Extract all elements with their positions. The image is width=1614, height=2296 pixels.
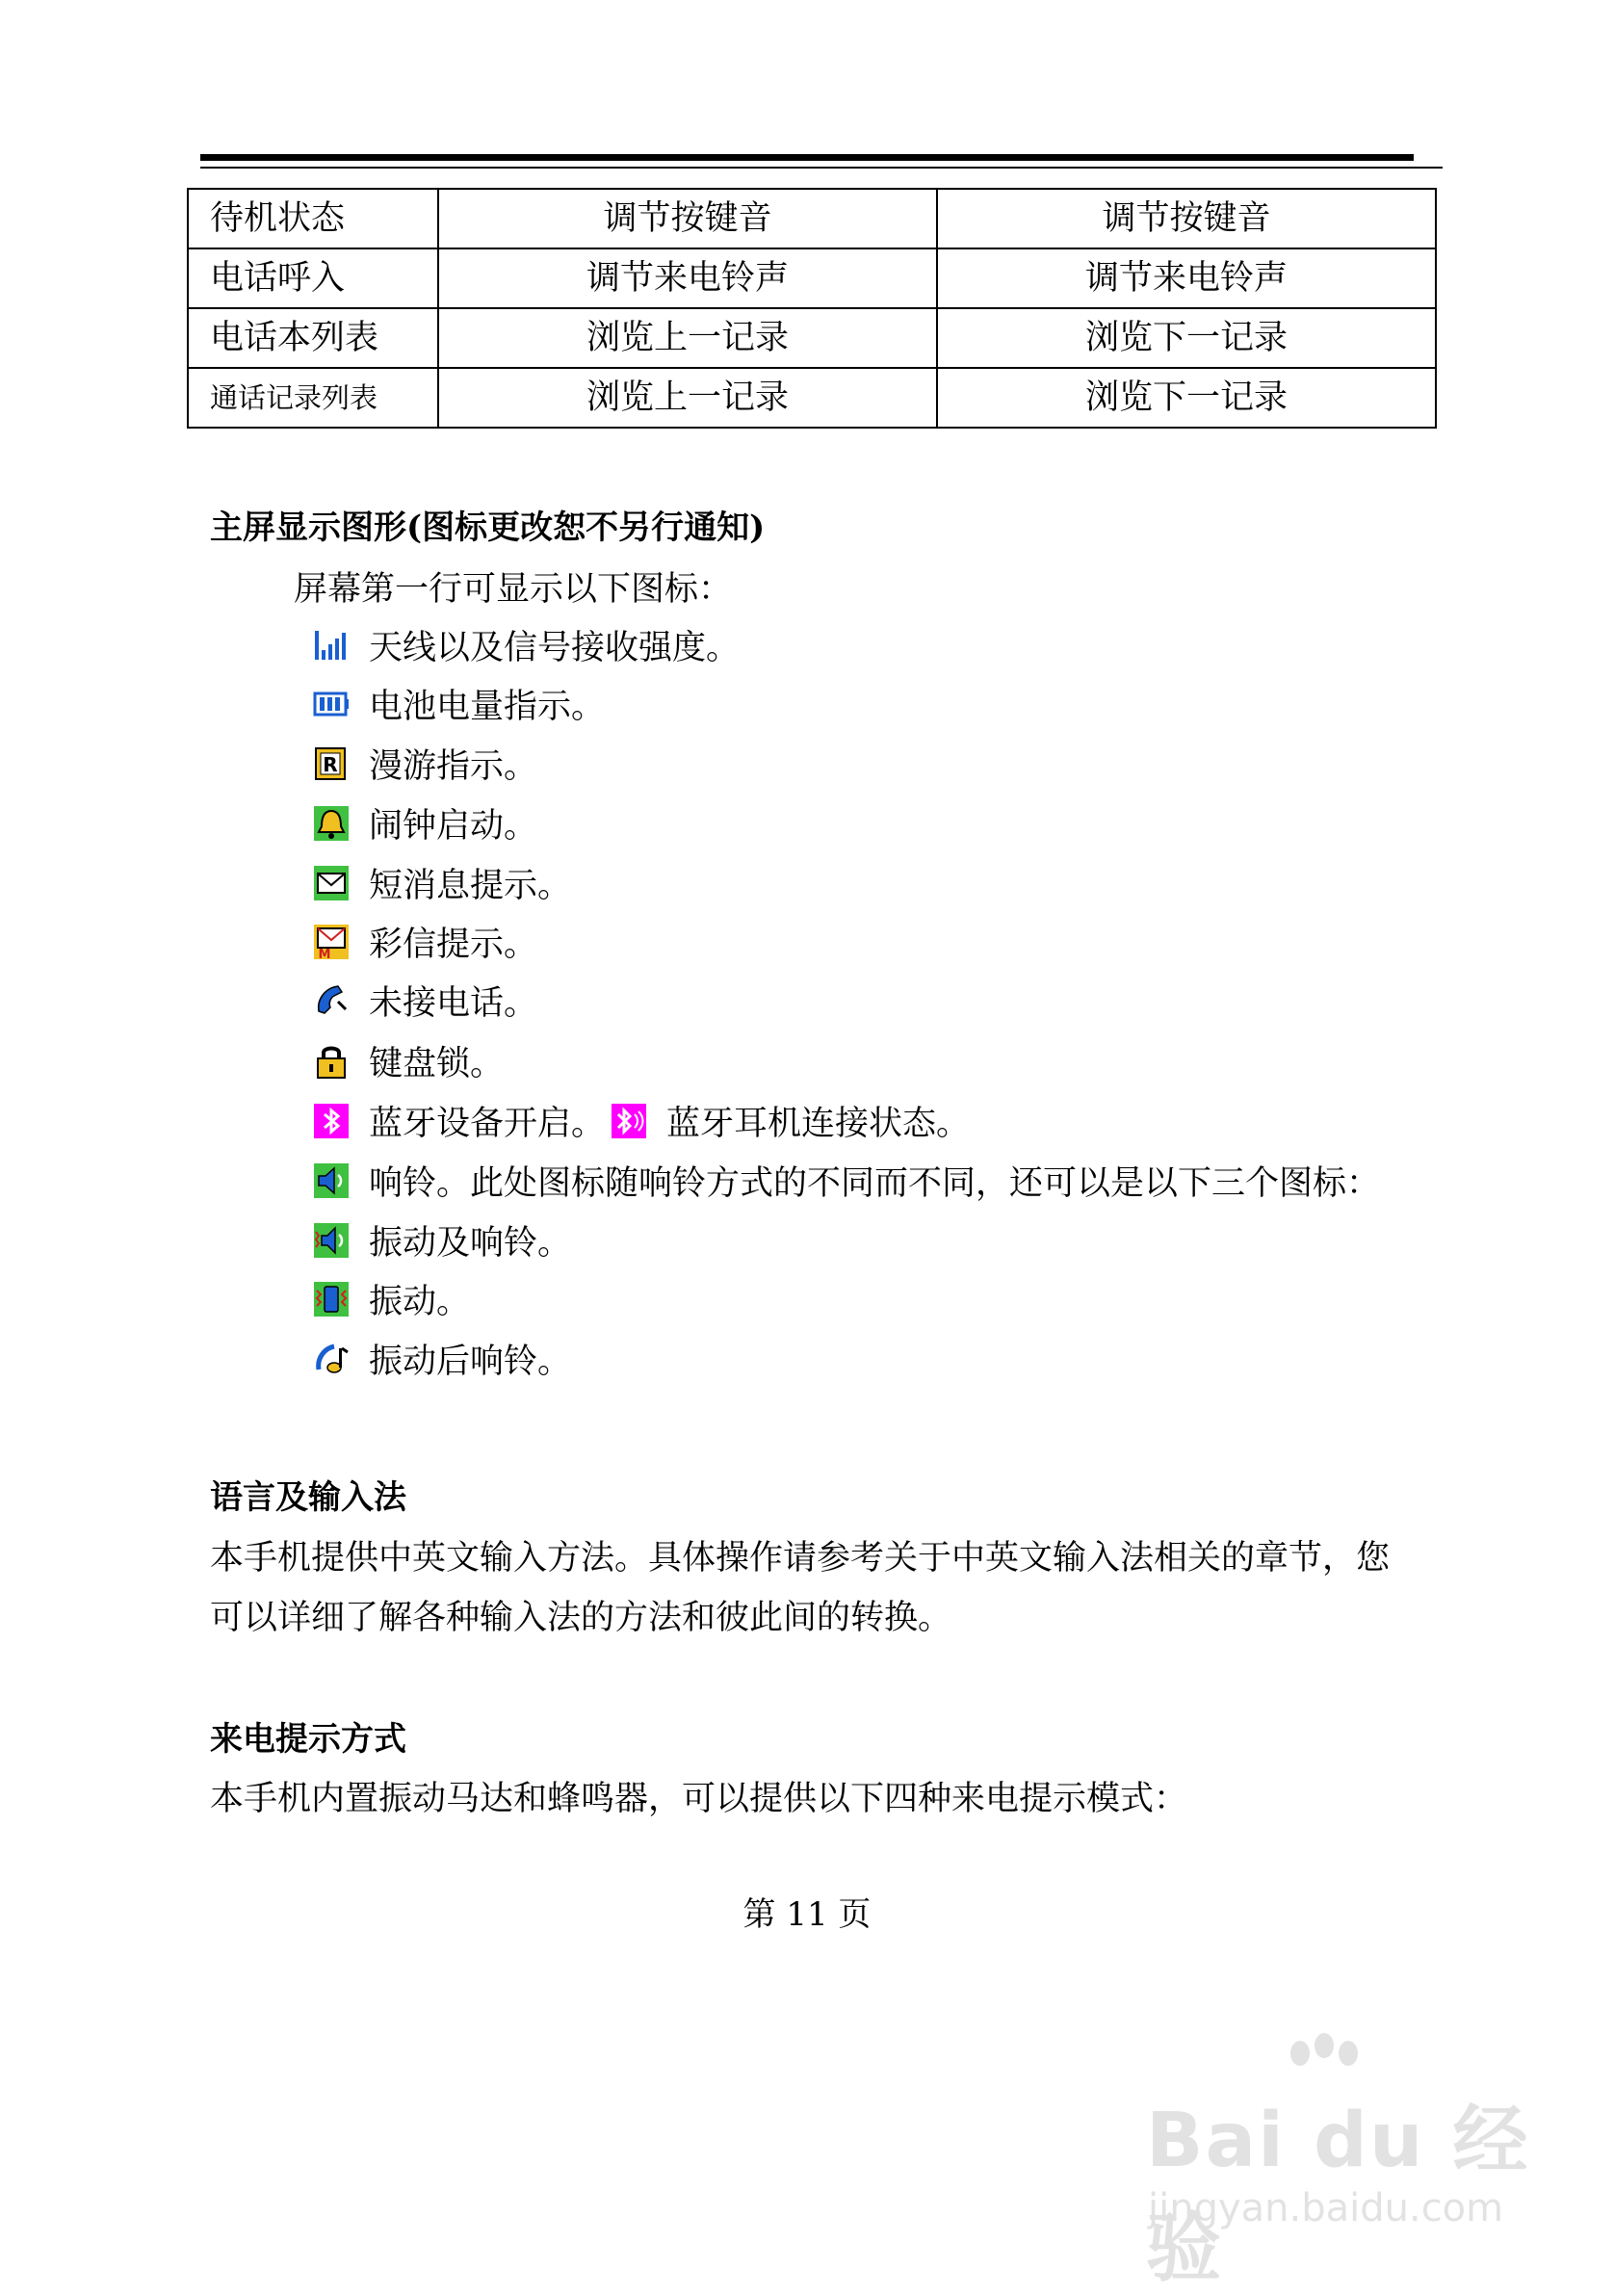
table-cell-state: 电话呼入	[188, 248, 438, 308]
icon-description: 未接电话。	[369, 984, 538, 1023]
icon-description: 漫游指示。	[369, 747, 538, 786]
icon-description: 短消息提示。	[369, 867, 572, 905]
table-cell-state: 待机状态	[188, 189, 438, 248]
language-paragraph-line-2: 可以详细了解各种输入法的方法和彼此间的转换。	[210, 1599, 952, 1637]
alarm-icon	[313, 805, 350, 842]
watermark-brand: Bai du 经验	[1146, 2098, 1530, 2292]
key-function-table	[187, 188, 1437, 429]
missed-call-icon	[313, 982, 350, 1019]
icon-description: 蓝牙耳机连接状态。	[666, 1105, 971, 1143]
language-heading: 语言及输入法	[210, 1478, 406, 1517]
table-cell-down: 浏览下一记录	[937, 308, 1436, 368]
icon-row-signal	[313, 621, 740, 669]
icon-description: 键盘锁。	[369, 1045, 505, 1083]
main-screen-heading: 主屏显示图形(图标更改恕不另行通知)	[210, 509, 766, 547]
table-cell-down: 浏览下一记录	[937, 368, 1436, 428]
table-cell-up: 调节按键音	[438, 189, 937, 248]
table-cell-down: 调节按键音	[937, 189, 1436, 248]
battery-icon	[313, 686, 350, 722]
watermark-url: jingyan.baidu.com	[1148, 2186, 1504, 2231]
icon-row-sms	[313, 859, 571, 907]
table-cell-down: 调节来电铃声	[937, 248, 1436, 308]
header-rule-thin	[200, 167, 1443, 169]
baidu-watermark	[1136, 2042, 1541, 2292]
incoming-alert-paragraph: 本手机内置振动马达和蜂鸣器，可以提供以下四种来电提示模式：	[210, 1780, 1188, 1818]
icon-description: 彩信提示。	[369, 926, 538, 964]
icon-row-alarm	[313, 799, 537, 848]
icon-description: 振动。	[369, 1283, 471, 1321]
icon-row-missed-call	[313, 977, 537, 1025]
table-row	[188, 248, 1436, 308]
icon-description: 振动及响铃。	[369, 1224, 572, 1263]
icon-description: 电池电量指示。	[369, 688, 606, 726]
table-row	[188, 189, 1436, 248]
icon-description: 响铃。此处图标随响铃方式的不同而不同，还可以是以下三个图标：	[369, 1164, 1381, 1203]
roaming-icon	[313, 745, 350, 782]
main-screen-intro: 屏幕第一行可显示以下图标：	[294, 570, 733, 609]
svg-text:M: M	[318, 948, 331, 960]
icon-row-roaming	[313, 740, 537, 788]
table-cell-state: 通话记录列表	[188, 368, 438, 428]
header-rule-thick	[200, 154, 1414, 161]
icon-row-keypad-lock	[313, 1037, 504, 1085]
icon-row-vibrate-then-ring	[313, 1335, 571, 1383]
vibrate-then-ring-icon	[313, 1341, 350, 1377]
table-cell-up: 浏览上一记录	[438, 368, 937, 428]
vibrate-icon	[313, 1281, 350, 1318]
icon-row-vibrate-ring	[313, 1216, 571, 1265]
page-number: 第 11 页	[742, 1895, 872, 1934]
keypad-lock-icon	[313, 1043, 350, 1080]
mms-icon	[313, 924, 350, 960]
icon-row-vibrate	[313, 1275, 470, 1323]
sms-icon	[313, 865, 350, 901]
icon-description: 天线以及信号接收强度。	[369, 629, 741, 667]
vibrate-ring-icon	[313, 1222, 350, 1259]
icon-row-bluetooth	[313, 1097, 970, 1145]
table-cell-state: 电话本列表	[188, 308, 438, 368]
ring-icon	[313, 1162, 350, 1199]
icon-row-mms	[313, 918, 537, 966]
table-row	[188, 308, 1436, 368]
icon-row-battery	[313, 680, 605, 728]
table-row	[188, 368, 1436, 428]
icon-row-ring	[313, 1157, 1380, 1205]
table-cell-up: 调节来电铃声	[438, 248, 937, 308]
icon-description: 蓝牙设备开启。	[369, 1105, 606, 1143]
table-cell-up: 浏览上一记录	[438, 308, 937, 368]
incoming-alert-heading: 来电提示方式	[210, 1720, 406, 1759]
icon-description: 振动后响铃。	[369, 1343, 572, 1381]
bluetooth-icon	[313, 1103, 350, 1139]
language-paragraph-line-1: 本手机提供中英文输入方法。具体操作请参考关于中英文输入法相关的章节，您	[210, 1539, 1391, 1578]
svg-text:R: R	[323, 753, 338, 776]
bluetooth-headset-icon	[611, 1103, 647, 1139]
signal-icon	[313, 627, 350, 664]
icon-description: 闹钟启动。	[369, 807, 538, 846]
